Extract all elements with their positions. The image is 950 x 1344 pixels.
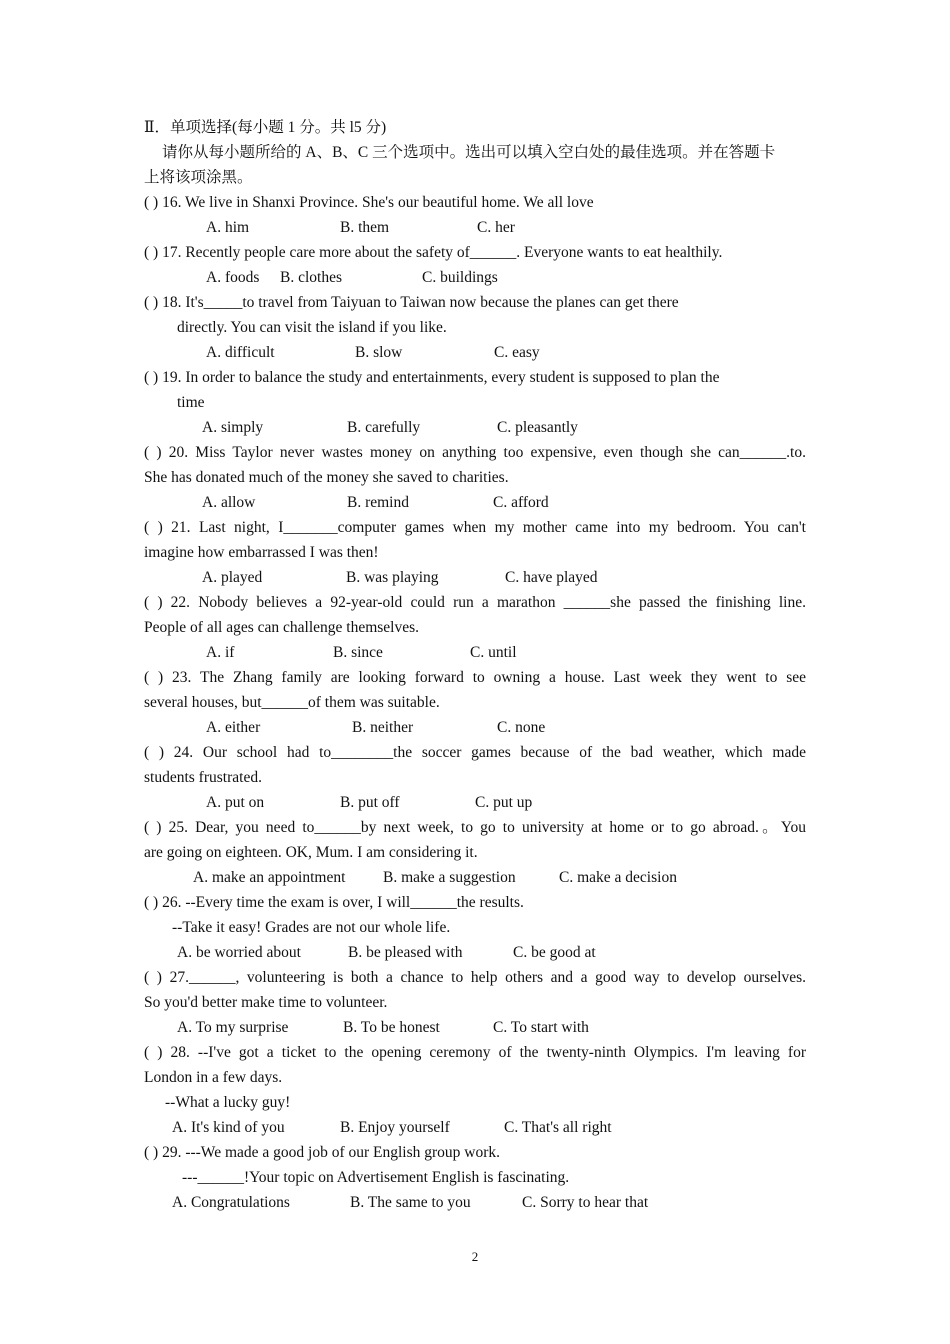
q25-option-a: A. make an appointment bbox=[193, 869, 346, 886]
question-26: ( ) 26. --Every time the exam is over, I will______the results. bbox=[144, 894, 524, 911]
q20-option-b: B. remind bbox=[347, 494, 409, 511]
q18-option-c: C. easy bbox=[494, 344, 540, 361]
q25-option-c: C. make a decision bbox=[559, 869, 677, 886]
section-instruction-cont: 上将该项涂黑。 bbox=[144, 169, 253, 186]
q29-option-c: C. Sorry to hear that bbox=[522, 1194, 649, 1211]
q19-option-b: B. carefully bbox=[347, 419, 421, 436]
question-20: ( ) 20. Miss Taylor never wastes money on anything too expensive, even though she can______.to. bbox=[144, 444, 806, 461]
question-21: ( ) 21. Last night, I_______computer games when my mother came into my bedroom. You can't bbox=[144, 519, 806, 536]
question-19-cont: time bbox=[177, 394, 205, 411]
q27-option-a: A. To my surprise bbox=[177, 1019, 289, 1036]
q28-option-a: A. It's kind of you bbox=[172, 1119, 285, 1136]
question-19: ( ) 19. In order to balance the study and entertainments, every student is supposed to plan the bbox=[144, 369, 720, 386]
q23-option-a: A. either bbox=[206, 719, 261, 736]
q28-option-c: C. That's all right bbox=[504, 1119, 612, 1136]
question-16: ( ) 16. We live in Shanxi Province. She's our beautiful home. We all love bbox=[144, 194, 594, 211]
question-25: ( ) 25. Dear, you need to______by next week, to go to university at home or to go abroad.。You bbox=[144, 819, 806, 836]
question-27: ( ) 27.______, volunteering is both a chance to help others and a good way to develop ourselves. bbox=[144, 969, 806, 986]
question-22: ( ) 22. Nobody believes a 92-year-old could run a marathon ______she passed the finishing line. bbox=[144, 594, 806, 611]
q29-option-b: B. The same to you bbox=[350, 1194, 471, 1211]
q22-option-c: C. until bbox=[470, 644, 517, 661]
q20-option-c: C. afford bbox=[493, 494, 549, 511]
q22-option-a: A. if bbox=[206, 644, 235, 661]
question-28-reply: --What a lucky guy! bbox=[165, 1094, 291, 1111]
q23-option-b: B. neither bbox=[352, 719, 414, 736]
q23-option-c: C. none bbox=[497, 719, 546, 736]
q17-option-a: A. foods bbox=[206, 269, 260, 286]
section-title: Ⅱ．单项选择(每小题 1 分。共 l5 分) bbox=[144, 119, 387, 136]
question-28: ( ) 28. --I've got a ticket to the opening ceremony of the twenty-ninth Olympics. I'm leaving for bbox=[144, 1044, 806, 1061]
q21-option-b: B. was playing bbox=[346, 569, 439, 586]
question-18-cont: directly. You can visit the island if you like. bbox=[177, 319, 447, 336]
section-instruction: 请你从每小题所给的 A、B、C 三个选项中。选出可以填入空白处的最佳选项。并在答题卡 bbox=[162, 144, 776, 161]
q22-option-b: B. since bbox=[333, 644, 383, 661]
question-22-cont: People of all ages can challenge themselves. bbox=[144, 619, 420, 636]
q16-option-b: B. them bbox=[340, 219, 390, 236]
question-17: ( ) 17. Recently people care more about the safety of______. Everyone wants to eat healthily. bbox=[144, 244, 723, 261]
q26-option-a: A. be worried about bbox=[177, 944, 301, 961]
question-21-cont: imagine how embarrassed I was then! bbox=[144, 544, 379, 561]
question-23-cont: several houses, but______of them was suitable. bbox=[144, 694, 440, 711]
question-28-cont: London in a few days. bbox=[144, 1069, 283, 1086]
q24-option-c: C. put up bbox=[475, 794, 533, 811]
q18-option-b: B. slow bbox=[355, 344, 403, 361]
q26-option-b: B. be pleased with bbox=[348, 944, 463, 961]
page-number: 2 bbox=[471, 1249, 479, 1264]
q24-option-b: B. put off bbox=[340, 794, 400, 811]
q21-option-c: C. have played bbox=[505, 569, 598, 586]
q20-option-a: A. allow bbox=[202, 494, 256, 511]
q26-option-c: C. be good at bbox=[513, 944, 596, 961]
q16-option-c: C. her bbox=[477, 219, 515, 236]
q21-option-a: A. played bbox=[202, 569, 263, 586]
q18-option-a: A. difficult bbox=[206, 344, 275, 361]
question-29-reply: ---______!Your topic on Advertisement English is fascinating. bbox=[182, 1169, 570, 1186]
q27-option-b: B. To be honest bbox=[343, 1019, 440, 1036]
q19-option-a: A. simply bbox=[202, 419, 264, 436]
q28-option-b: B. Enjoy yourself bbox=[340, 1119, 450, 1136]
q24-option-a: A. put on bbox=[206, 794, 265, 811]
q27-option-c: C. To start with bbox=[493, 1019, 589, 1036]
q25-option-b: B. make a suggestion bbox=[383, 869, 516, 886]
question-24: ( ) 24. Our school had to________the soccer games because of the bad weather, which made bbox=[144, 744, 806, 761]
q17-option-c: C. buildings bbox=[422, 269, 498, 286]
question-18: ( ) 18. It's_____to travel from Taiyuan to Taiwan now because the planes can get there bbox=[144, 294, 679, 311]
question-24-cont: students frustrated. bbox=[144, 769, 262, 786]
q29-option-a: A. Congratulations bbox=[172, 1194, 290, 1211]
question-25-cont: are going on eighteen. OK, Mum. I am considering it. bbox=[144, 844, 478, 861]
q17-option-b: B. clothes bbox=[280, 269, 342, 286]
question-27-cont: So you'd better make time to volunteer. bbox=[144, 994, 388, 1011]
question-29: ( ) 29. ---We made a good job of our English group work. bbox=[144, 1144, 501, 1161]
question-26-cont: --Take it easy! Grades are not our whole life. bbox=[172, 919, 451, 936]
question-23: ( ) 23. The Zhang family are looking forward to owning a house. Last week they went to see bbox=[144, 669, 806, 686]
q16-option-a: A. him bbox=[206, 219, 250, 236]
question-20-cont: She has donated much of the money she saved to charities. bbox=[144, 469, 509, 486]
q19-option-c: C. pleasantly bbox=[497, 419, 578, 436]
